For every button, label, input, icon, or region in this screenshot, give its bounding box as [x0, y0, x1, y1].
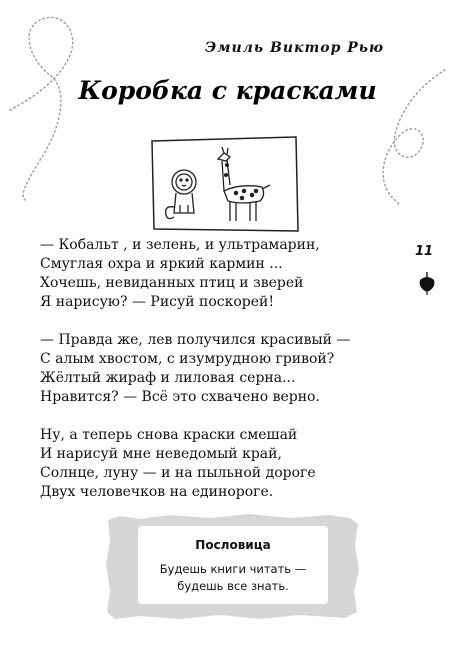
- poem-line: Двух человечков на единороге.: [40, 484, 274, 500]
- poem-line: — Кобальт , и зелень, и ультрамарин,: [40, 237, 320, 253]
- proverb-text: [138, 561, 328, 595]
- poem-stanza-2: [40, 331, 400, 407]
- poem-line: Жёлтый жираф и лиловая серна...: [40, 370, 296, 386]
- leaf-icon: [418, 270, 436, 296]
- proverb-box: [138, 526, 328, 604]
- page-title: Коробка с красками: [78, 76, 377, 105]
- poem-line: Я нарисую? — Рисуй поскорей!: [40, 294, 274, 310]
- poem-line: — Правда же, лев получился красивый —: [40, 332, 351, 348]
- proverb-line: Будешь книги читать —: [159, 562, 307, 576]
- poem-line: Солнце, луну — и на пыльной дороге: [40, 465, 316, 481]
- dotted-swirl-left: [10, 17, 73, 200]
- proverb-title: Пословица: [195, 538, 271, 552]
- poem-line: Ну, а теперь снова краски смешай: [40, 427, 298, 443]
- lion-and-giraffe-drawing: [150, 135, 300, 235]
- poem-line: С алым хвостом, с изумрудною гривой?: [40, 351, 335, 367]
- poem-stanza-1: [40, 236, 400, 312]
- page-number: 11: [415, 244, 434, 259]
- poem-stanza-3: [40, 426, 400, 502]
- poem-line: Смуглая охра и яркий кармин ...: [40, 256, 283, 272]
- author-name: Эмиль Виктор Рью: [205, 40, 385, 56]
- poem-line: Нравится? — Всё это схвачено верно.: [40, 389, 320, 405]
- poem-line: И нарисуй мне неведомый край,: [40, 446, 282, 462]
- proverb-line: будешь все знать.: [177, 579, 289, 593]
- poem: [40, 236, 400, 521]
- poem-line: Хочешь, невиданных птиц и зверей: [40, 275, 304, 291]
